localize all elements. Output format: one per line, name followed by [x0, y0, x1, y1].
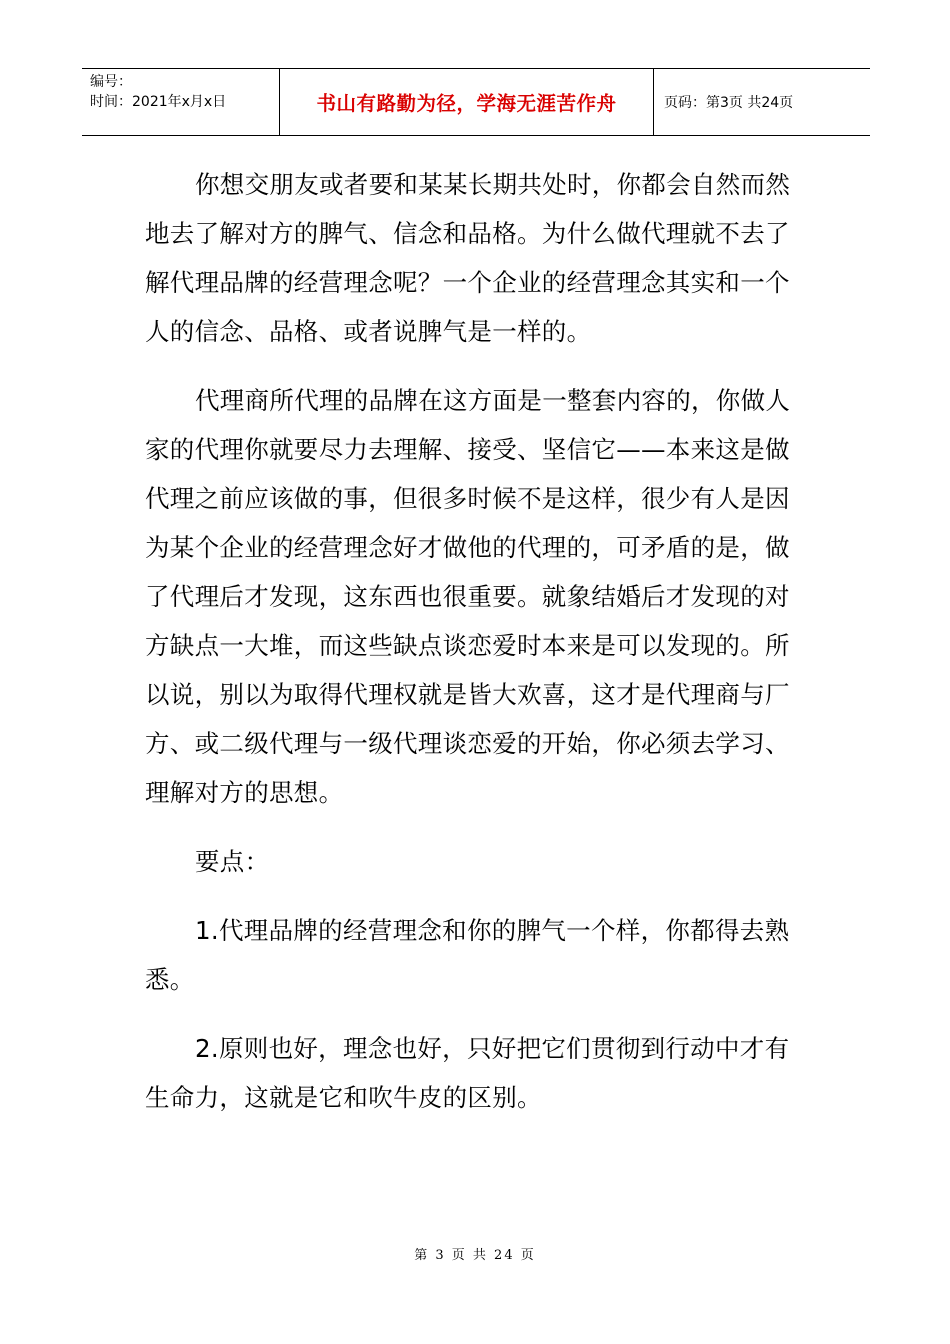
footer-page-number: 第 3 页 共 24 页: [414, 1248, 536, 1263]
page-footer: [0, 1244, 950, 1263]
key-point-item: 2.原则也好，理念也好，只好把它们贯彻到行动中才有生命力，这就是它和吹牛皮的区别。: [145, 1034, 790, 1112]
document-number-label: 编号：: [90, 74, 132, 90]
paragraph: 你想交朋友或者要和某某长期共处时，你都会自然而然地去了解对方的脾气、信念和品格。为什么做代理就不去了解代理品牌的经营理念呢？一个企业的经营理念其实和一个人的信念、品格、或者说脾气是一样的。: [145, 170, 791, 346]
document-body: [145, 160, 805, 1142]
document-date-label: 时间：2021年x月x日: [90, 94, 227, 110]
header-page-cell: [654, 69, 870, 135]
header-meta-cell: [82, 69, 280, 135]
key-points-heading: 要点：: [195, 847, 270, 876]
paragraph: 代理商所代理的品牌在这方面是一整套内容的，你做人家的代理你就要尽力去理解、接受、坚信它——本来这是做代理之前应该做的事，但很多时候不是这样，很少有人是因为某个企业的经营理念好才做他的代理的，可矛盾的是，做了代理后才发现，这东西也很重要。就象结婚后才发现的对方缺点一大堆，而这些缺点谈恋爱时本来是可以发现的。所以说，别以为取得代理权就是皆大欢喜，这才是代理商与厂方、或二级代理与一级代理谈恋爱的开始，你必须去学习、理解对方的思想。: [145, 386, 791, 807]
header-motto: 书山有路勤为径，学海无涯苦作舟: [316, 92, 617, 115]
header-motto-cell: [280, 69, 654, 135]
key-point-item: 1.代理品牌的经营理念和你的脾气一个样，你都得去熟悉。: [145, 916, 790, 994]
header-page-label: 页码：第3页 共24页: [664, 95, 794, 111]
document-header: [82, 68, 870, 136]
